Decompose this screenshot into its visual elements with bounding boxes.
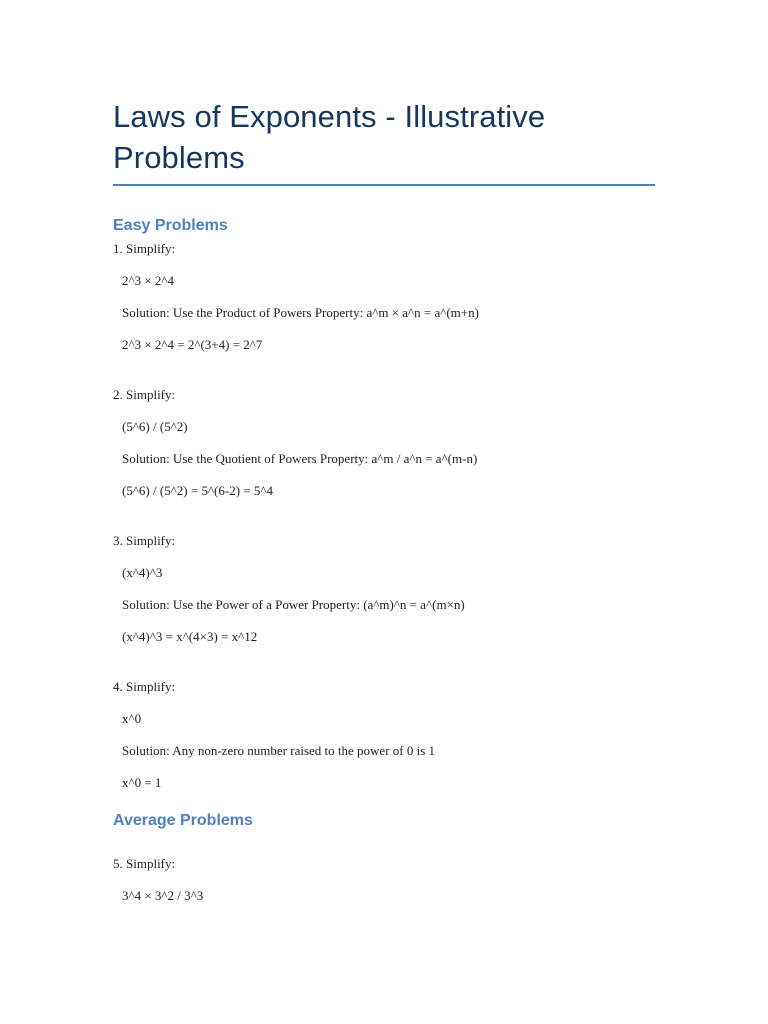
problem-5 bbox=[113, 856, 655, 904]
problem-result: (5^6) / (5^2) = 5^(6-2) = 5^4 bbox=[122, 483, 273, 498]
problem-label: 5. Simplify: bbox=[113, 856, 176, 871]
section-heading-average: Average Problems bbox=[113, 812, 253, 829]
problem-solution: Solution: Use the Power of a Power Property: (a^m)^n = a^(m×n) bbox=[122, 597, 465, 612]
problem-label: 4. Simplify: bbox=[113, 679, 176, 694]
problem-expression: (x^4)^3 bbox=[122, 565, 163, 580]
problem-solution: Solution: Any non-zero number raised to the power of 0 is 1 bbox=[122, 743, 436, 758]
section-heading-easy: Easy Problems bbox=[113, 217, 228, 234]
document-content bbox=[113, 96, 655, 904]
problem-result: x^0 = 1 bbox=[122, 775, 162, 790]
problem-label: 1. Simplify: bbox=[113, 241, 176, 256]
page-title: Laws of Exponents - Illustrative Problems bbox=[113, 96, 655, 186]
problem-expression: 3^4 × 3^2 / 3^3 bbox=[122, 888, 204, 903]
problem-expression: 2^3 × 2^4 bbox=[122, 273, 175, 288]
problem-3 bbox=[113, 533, 655, 645]
problem-expression: (5^6) / (5^2) bbox=[122, 419, 188, 434]
problem-2 bbox=[113, 387, 655, 499]
problem-1 bbox=[113, 241, 655, 353]
problem-4 bbox=[113, 679, 655, 791]
problem-solution: Solution: Use the Quotient of Powers Property: a^m / a^n = a^(m-n) bbox=[122, 451, 478, 466]
problem-result: (x^4)^3 = x^(4×3) = x^12 bbox=[122, 629, 258, 644]
problem-expression: x^0 bbox=[122, 711, 142, 726]
problem-label: 3. Simplify: bbox=[113, 533, 176, 548]
problem-label: 2. Simplify: bbox=[113, 387, 176, 402]
problem-solution: Solution: Use the Product of Powers Property: a^m × a^n = a^(m+n) bbox=[122, 305, 479, 320]
problem-result: 2^3 × 2^4 = 2^(3+4) = 2^7 bbox=[122, 337, 263, 352]
